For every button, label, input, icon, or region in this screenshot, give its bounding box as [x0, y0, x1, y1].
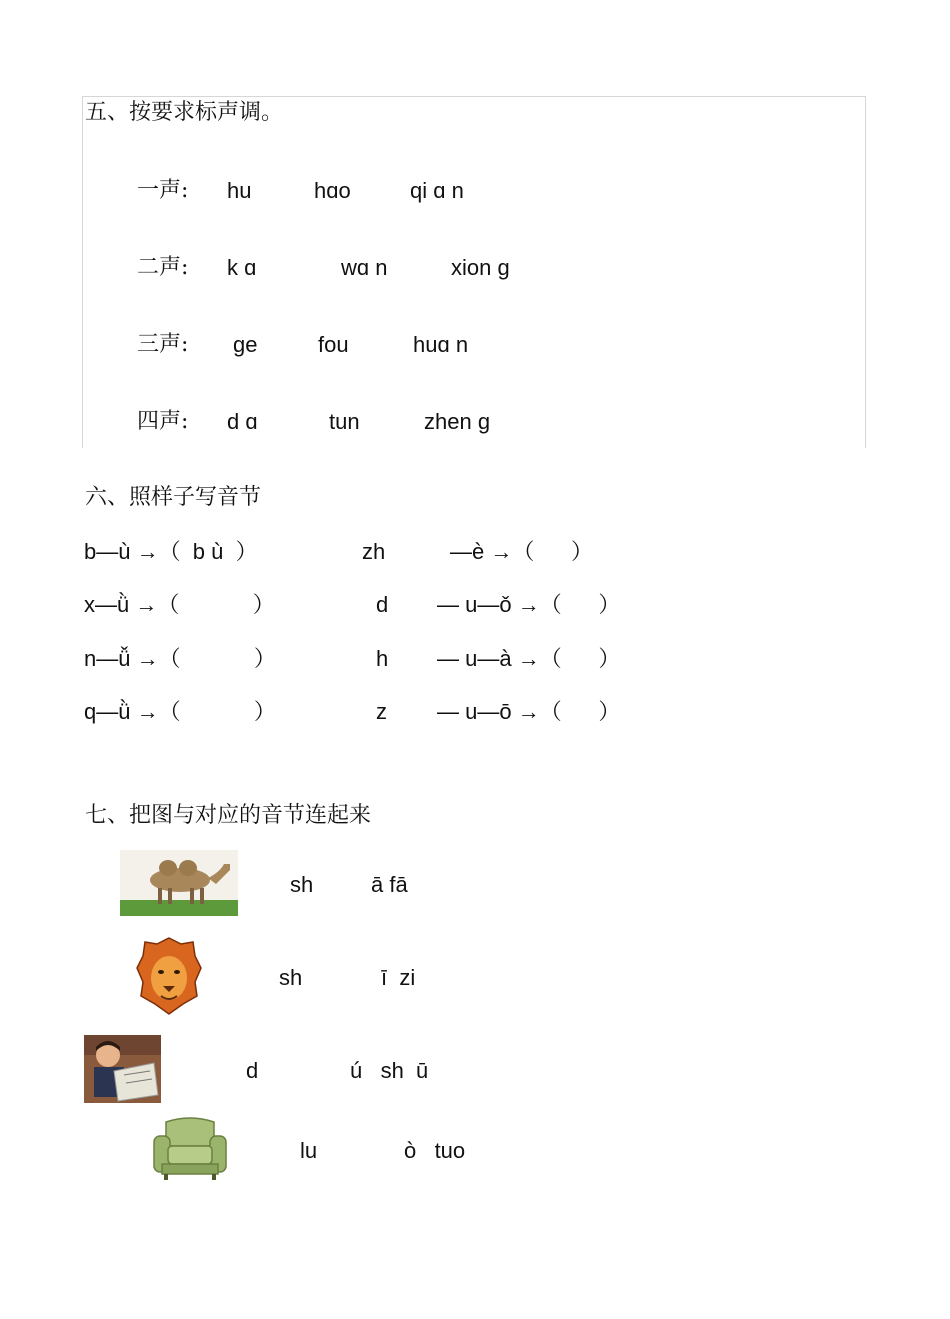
- lion-picture: [135, 936, 203, 1016]
- tone4-label: 四声:: [137, 409, 189, 434]
- boy-syllable-a: d: [246, 1058, 259, 1083]
- syllable-row1-left: b—ù →（ b ù ）: [84, 539, 258, 564]
- tone4-item-1: d ɑ: [227, 409, 258, 434]
- syllable-row1-right: —è →（ ）: [450, 539, 594, 564]
- tone1-label: 一声:: [137, 178, 189, 203]
- syllable-row1-mid: zh: [362, 539, 386, 564]
- tone1-item-2: hɑo: [314, 178, 351, 203]
- tone2-item-1: k ɑ: [227, 255, 257, 280]
- syllable-row3-mid: h: [376, 646, 389, 671]
- tone3-item-3: huɑ n: [413, 332, 469, 357]
- section6-title: 六、照样子写音节: [85, 485, 262, 510]
- camel-syllable-b: ā fā: [371, 872, 408, 897]
- syllable-row4-left: q—ǜ →（ ）: [84, 699, 276, 724]
- lion-syllable-a: sh: [279, 965, 303, 990]
- syllable-row4-mid: z: [376, 699, 387, 724]
- sofa-picture: [152, 1116, 228, 1182]
- camel-syllable-a: sh: [290, 872, 314, 897]
- tone4-item-2: tun: [329, 409, 360, 434]
- boy-syllable-b: ú sh ū: [350, 1058, 429, 1083]
- syllable-row3-left: n—ǚ →（ ）: [84, 646, 276, 671]
- syllable-row4-right: — u—ō →（ ）: [437, 699, 621, 724]
- tone3-item-1: ge: [233, 332, 258, 357]
- syllable-row2-left: x—ǜ →（ ）: [84, 592, 275, 617]
- syllable-row3-right: — u—à →（ ）: [437, 646, 621, 671]
- sofa-syllable-a: lu: [300, 1138, 318, 1163]
- tone1-item-1: hu: [227, 178, 252, 203]
- section5-title: 五、按要求标声调。: [85, 100, 284, 125]
- tone2-label: 二声:: [137, 255, 189, 280]
- boy-reading-picture: [84, 1035, 161, 1103]
- tone1-item-3: qi ɑ n: [410, 178, 464, 203]
- section7-title: 七、把图与对应的音节连起来: [85, 803, 372, 828]
- lion-syllable-b: ī zi: [381, 965, 416, 990]
- camel-picture: [120, 850, 238, 916]
- syllable-row2-mid: d: [376, 592, 389, 617]
- tone3-item-2: fou: [318, 332, 349, 357]
- tone2-item-3: xion g: [451, 255, 510, 280]
- syllable-row2-right: — u—ǒ →（ ）: [437, 592, 621, 617]
- sofa-syllable-b: ò tuo: [404, 1138, 466, 1163]
- tone2-item-2: wɑ n: [341, 255, 388, 280]
- tone3-label: 三声:: [137, 332, 189, 357]
- tone4-item-3: zhen g: [424, 409, 491, 434]
